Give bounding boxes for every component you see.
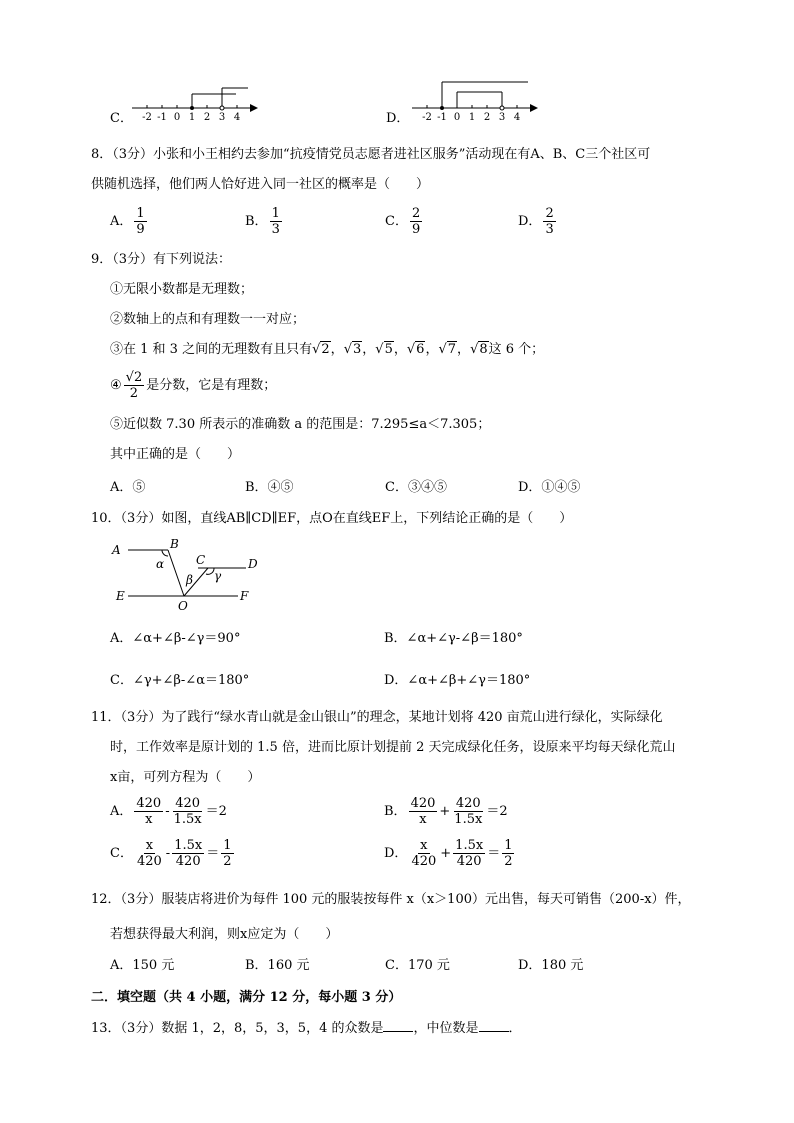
q11-stem-line-2: 时，工作效率是原计划的 1.5 倍，进而比原计划提前 2 天完成绿化任务，设原来平均每天绿化荒山 [110,740,676,755]
q12-stem-line-2: 若想获得最大利润，则x应定为（ ） [110,927,339,942]
q9-statement-1 [110,281,253,299]
q11-b-label: B． [384,804,407,819]
q7-c-tick-label: 3 [218,112,226,123]
q9-option-a: A．⑤ [110,480,146,495]
q12-option-a: A．150 元 [110,958,175,973]
q11-a-label: A． [110,804,133,819]
q13-mid: ，中位数是 [413,1021,479,1036]
q11-d-label: D． [384,846,408,861]
q10-option-a: A．∠α+∠β-∠γ＝90° [110,631,241,646]
q11-option-b [384,796,508,827]
q13-blank-mode [383,1019,413,1032]
q11-a-op: - [165,804,170,819]
q7-c-tick-label: 0 [173,112,181,123]
option-label: B． [245,214,268,229]
sqrt-2: √2 [312,342,330,357]
q11-stem-line-1: 11．（3分）为了践行“绿水青山就是金山银山”的理念，某地计划将 420 亩荒山进行绿化，实际绿化 [91,710,663,725]
q9-s3-pre: 在 1 和 3 之间的无理数有且只有 [123,342,313,357]
q9-s3-post: 这 6 个； [488,342,545,357]
q11-stem-line-3: x亩，可列方程为（ ） [110,770,261,785]
q9-option-d: D．①④⑤ [518,480,581,495]
q9-option-c: C．③④⑤ [385,480,447,495]
q11-b-op: + [439,804,451,819]
option-fraction [270,206,282,237]
sqrt-7: √7 [438,342,457,357]
q13-pre: 13．（3分）数据 1，2，8，5，3，5，4 的众数是 [91,1021,384,1036]
q11-d-eq: ＝ [487,846,501,861]
q11-b-d2: 1.5x [454,812,483,827]
comma: ， [425,342,439,357]
q11-c-rn: 1 [223,838,232,853]
q7-c-tick-label: 4 [233,112,241,123]
q11-option-d [384,838,516,869]
q9-s4-number: ④ [110,378,122,393]
q10-label-d: D [248,557,258,571]
q7-d-tick-label: -1 [437,112,447,123]
q9-s4-radicand: 2 [133,370,143,385]
q11-a-d2: 1.5x [173,812,202,827]
q11-c-label: C． [110,846,133,861]
q9-s5-number: ⑤ [110,417,124,432]
option-label: D． [518,214,542,229]
comma: ， [330,342,344,357]
numerator: 1 [136,206,145,221]
q11-d-d1: 420 [411,854,437,869]
sqrt-5: √5 [375,342,393,357]
q9-s4-denominator: 2 [129,386,139,401]
q11-c-d2: 420 [175,854,201,869]
q11-b-d1: x [419,812,427,827]
sqrt-8: √8 [470,342,488,357]
q12-stem-line-1: 12．（3分）服装店将进价为每件 100 元的服装按每件 x（x＞100）元出售，每天可销售（200-x）件， [91,892,691,907]
q9-s4-post: 是分数，它是有理数； [146,378,277,393]
q10-option-c: C．∠γ+∠β-∠α＝180° [110,673,250,688]
q11-b-n2: 420 [455,796,481,811]
q9-statement-5 [110,416,490,434]
q7-d-tick-label: 1 [468,112,476,123]
q10-label-beta: β [186,573,193,587]
q9-option-b: B．④⑤ [245,480,294,495]
q9-stem: 9．（3分）有下列说法： [91,252,232,267]
q9-ask: 其中正确的是（ ） [110,447,241,462]
q7-d-tick-label: 2 [483,112,491,123]
numerator: 2 [411,206,421,221]
q8-option-d [518,206,558,237]
q10-figure [110,536,270,612]
q10-label-e: E [116,589,125,603]
q11-a-n2: 420 [175,796,201,811]
q8-stem-line-2: 供随机选择，他们两人恰好进入同一社区的概率是（ ） [91,177,430,192]
option-label: A． [110,214,133,229]
q11-a-n1: 420 [136,796,162,811]
q10-label-c: C [196,553,206,567]
sqrt-3: √3 [343,342,362,357]
comma: ， [457,342,471,357]
q8-option-b [245,206,284,237]
q9-s1-number: ① [110,282,124,297]
q11-a-rhs: ＝2 [205,804,227,819]
q11-d-n1: x [420,838,428,853]
q10-label-o: O [178,599,188,612]
q13-post: ． [508,1021,522,1036]
q7-c-tick-label: 1 [188,112,196,123]
q11-c-n2: 1.5x [174,838,203,853]
q11-c-rd: 2 [223,854,232,869]
q8-option-a [110,206,149,237]
q9-s5-text: 近似数 7.30 所表示的准确数 a 的范围是：7.295≤a＜7.305； [123,417,491,432]
q11-option-c [110,838,236,869]
q7-c-tick-label: -2 [142,112,152,123]
q11-d-op: + [440,846,452,861]
q11-d-d2: 420 [456,854,482,869]
q11-d-rn: 1 [504,838,513,853]
q7-d-tick-label: 4 [513,112,521,123]
sqrt-6: √6 [406,342,425,357]
q10-label-a: A [112,543,121,557]
numerator: 1 [271,206,280,221]
q11-a-d1: x [145,812,153,827]
q10-label-gamma: γ [214,569,222,583]
q11-d-n2: 1.5x [455,838,484,853]
denominator: 3 [545,222,554,237]
q11-c-n1: x [145,838,154,853]
q10-stem: 10．（3分）如图，直线AB∥CD∥EF，点O在直线EF上，下列结论正确的是（ ） [91,511,573,526]
q10-label-alpha: α [156,557,165,571]
q11-c-eq: ＝ [206,846,220,861]
option-fraction [543,206,555,237]
q10-option-d: D．∠α+∠β+∠γ＝180° [384,673,531,688]
q9-statement-2 [110,311,305,329]
q7-option-c-number-line [130,86,260,126]
q11-b-n1: 420 [410,796,436,811]
q9-statement-4 [110,370,276,401]
q7-option-d-label: D． [386,111,410,126]
q7-d-tick-label: -2 [422,112,432,123]
q9-s3-roots [312,342,489,357]
q7-c-tick-label: -1 [157,112,167,123]
q11-d-rd: 2 [504,854,513,869]
comma: ， [362,342,376,357]
denominator: 9 [136,222,145,237]
q10-label-f: F [240,589,249,603]
q10-option-b: B．∠α+∠γ-∠β＝180° [384,631,523,646]
q8-stem-line-1: 8．（3分）小张和小王相约去参加“抗疫情党员志愿者进社区服务”活动现在有A、B、C三个社区可 [91,147,651,162]
option-fraction [134,206,146,237]
q8-option-c [385,206,424,237]
q11-c-d1: 420 [136,854,162,869]
q9-s2-text: 数轴上的点和有理数一一对应； [123,312,306,327]
numerator: 2 [545,206,554,221]
q12-option-c: C．170 元 [385,958,450,973]
q7-c-tick-label: 2 [203,112,211,123]
q10-label-b: B [170,537,179,551]
q7-option-d-number-line [410,80,540,126]
q12-option-d: D．180 元 [518,958,584,973]
q9-s2-number: ② [110,312,124,327]
q9-s1-text: 无限小数都是无理数； [123,282,254,297]
q11-c-op: - [165,846,171,861]
q11-option-a [110,796,227,827]
q7-option-c-label: C． [110,111,133,126]
option-label: C． [385,214,408,229]
denominator: 9 [411,222,421,237]
q13-blank-median [479,1019,509,1032]
q9-statement-3 [110,341,544,359]
q11-b-rhs: ＝2 [486,804,508,819]
option-fraction [410,206,422,237]
q13-stem [91,1019,522,1038]
q7-d-tick-label: 3 [498,112,506,123]
q7-d-tick-label: 0 [453,112,461,123]
q12-option-b: B．160 元 [245,958,310,973]
comma: ， [393,342,407,357]
q9-s4-fraction: $\frac{√2}{2}$ [125,370,143,401]
q9-s3-number: ③ [110,342,124,357]
section-2-title: 二．填空题（共 4 小题，满分 12 分，每小题 3 分） [91,990,402,1005]
denominator: 3 [271,222,280,237]
